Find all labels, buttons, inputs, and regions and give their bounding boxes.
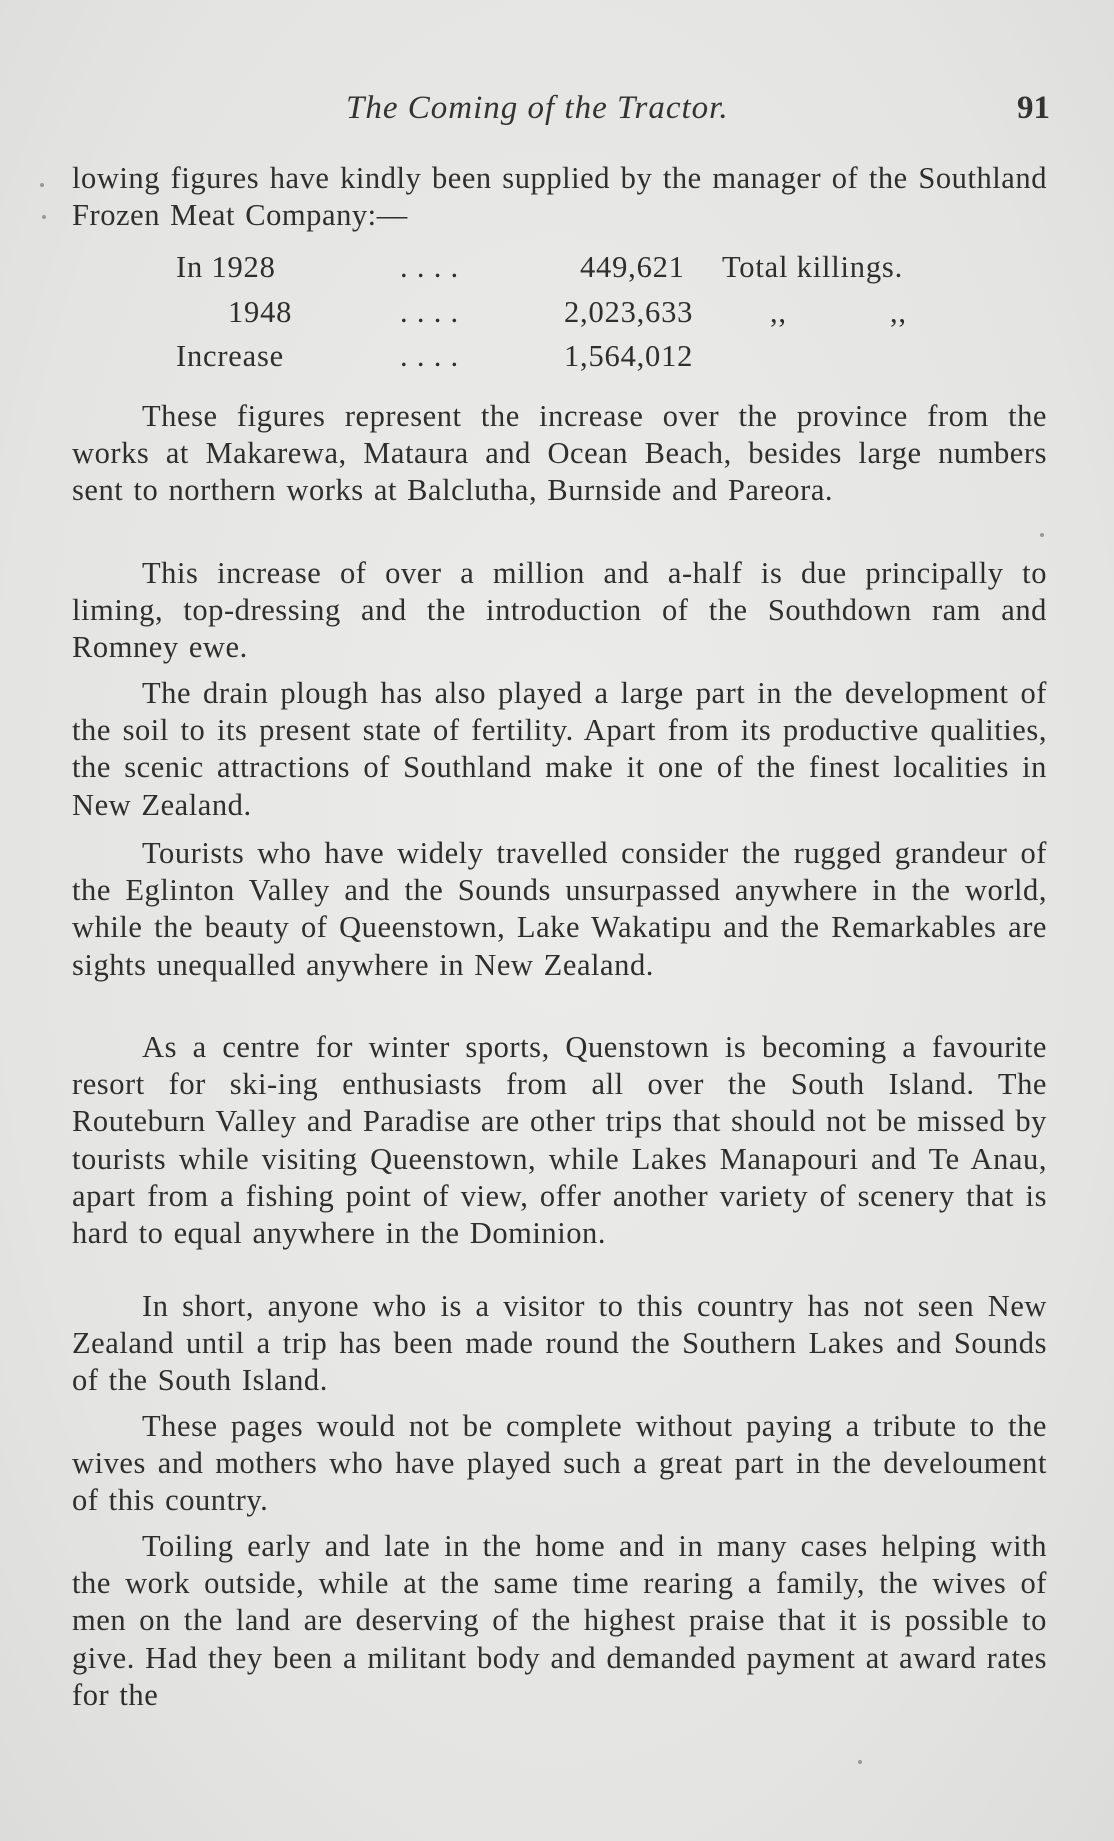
row-leader-dots: . . . . [400, 339, 459, 373]
speck-mark [858, 1760, 862, 1764]
row-label: 1948 [228, 295, 293, 329]
row-leader-dots: . . . . [400, 295, 459, 329]
row-value: 1,564,012 [564, 339, 694, 373]
speck-mark [40, 183, 44, 187]
running-title: The Coming of the Tractor. [346, 90, 729, 126]
intro-text: lowing figures have kindly been supplied by the manager of the Southland Frozen Meat Company:— [72, 161, 1047, 233]
page-number: 91 [1017, 90, 1050, 126]
paragraph-text: In short, anyone who is a visitor to this country has not seen New Zealand until a trip has been made round the Southern Lakes and Sounds of the South Island. [72, 1289, 1047, 1398]
body-paragraph [72, 1288, 1047, 1400]
ditto-mark: ,, [770, 295, 787, 329]
body-paragraph [72, 1528, 1047, 1714]
row-value: 2,023,633 [564, 295, 694, 329]
body-paragraph [72, 398, 1047, 510]
row-note: Total killings. [722, 250, 904, 284]
speck-mark [42, 215, 46, 219]
paragraph-text: Tourists who have widely travelled consider the rugged grandeur of the Eglinton Valley and the Sounds unsurpassed anywhere in the world, while the beauty of Queenstown, Lake Wakatipu and the Remarkables are sights unequalled anywhere in New Zealand. [72, 836, 1047, 982]
paragraph-text: This increase of over a million and a-half is due principally to liming, top-dressing and the introduction of the Southdown ram and Romney ewe. [72, 556, 1047, 665]
paragraph-text: Toiling early and late in the home and in many cases helping with the work outside, while at the same time rearing a family, the wives of men on the land are deserving of the highest praise that it is possible to give. Had they been a militant body and demanded payment at award rates for the [72, 1529, 1047, 1712]
paragraph-text: The drain plough has also played a large part in the development of the soil to its present state of fertility. Apart from its productive qualities, the scenic attractions of Southland make it one of the finest localities in New Zealand. [72, 676, 1047, 822]
table-row [0, 295, 1114, 335]
intro-paragraph [72, 160, 1047, 234]
row-label: Increase [176, 339, 284, 373]
body-paragraph [72, 1029, 1047, 1252]
body-paragraph [72, 675, 1047, 824]
row-value: 449,621 [580, 250, 685, 284]
row-leader-dots: . . . . [400, 250, 459, 284]
body-paragraph [72, 555, 1047, 667]
row-label: In 1928 [176, 250, 276, 284]
body-paragraph [72, 835, 1047, 984]
table-row [0, 250, 1114, 290]
paragraph-text: These figures represent the increase over the province from the works at Makarewa, Mataura and Ocean Beach, besides large numbers sent to northern works at Balclutha, Burnside and Pareora. [72, 399, 1047, 508]
paragraph-text: These pages would not be complete without paying a tribute to the wives and mothers who have played such a great part in the develoument of this country. [72, 1409, 1047, 1518]
running-head [0, 90, 1114, 130]
speck-mark [1040, 533, 1044, 537]
body-paragraph [72, 1408, 1047, 1520]
table-row [0, 339, 1114, 379]
paragraph-text: As a centre for winter sports, Quenstown is becoming a favourite resort for ski-ing enthusiasts from all over the South Island. The Routeburn Valley and Paradise are other trips that should not be missed by tourists while visiting Queenstown, while Lakes Manapouri and Te Anau, apart from a fishing point of view, offer another variety of scenery that is hard to equal anywhere in the Dominion. [72, 1030, 1047, 1251]
ditto-mark: ,, [890, 295, 907, 329]
